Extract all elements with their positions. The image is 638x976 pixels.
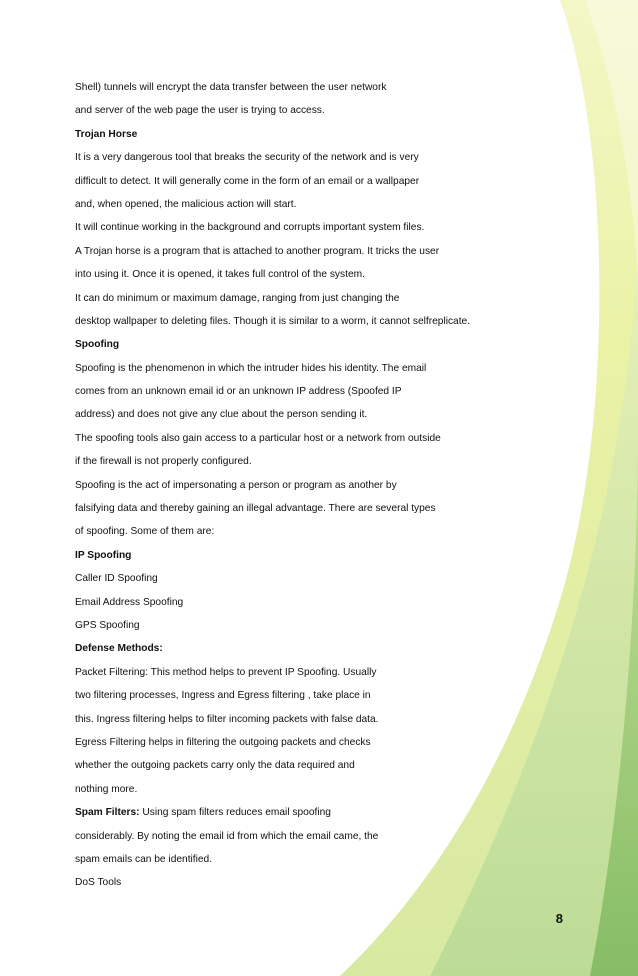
text-line-29: Egress Filtering helps in filtering the outgoing packets and checks (75, 736, 371, 748)
text-line-22: Caller ID Spoofing (75, 573, 158, 585)
text-line-24: GPS Spoofing (75, 619, 140, 631)
text-line-33: considerably. By noting the email id from which the email came, the (75, 830, 379, 842)
text-line-4: It is a very dangerous tool that breaks the security of the network and is very (75, 152, 419, 164)
document-body (75, 76, 515, 895)
text-line-17: if the firewall is not properly configured. (75, 456, 252, 468)
text-line-20: of spoofing. Some of them are: (75, 526, 215, 538)
text-line-30: whether the outgoing packets carry only the data required and (75, 760, 355, 772)
heading-trojan-horse: Trojan Horse (75, 128, 138, 140)
text-line-5: difficult to detect. It will generally come in the form of an email or a wallpaper (75, 175, 420, 187)
heading-spam-filters: Spam Filters: (75, 807, 140, 819)
text-line-23: Email Address Spoofing (75, 596, 184, 608)
heading-defense-methods: Defense Methods: (75, 643, 163, 655)
text-line-14: comes from an unknown email id or an unknown IP address (Spoofed IP (75, 386, 402, 398)
text-line-11: desktop wallpaper to deleting files. Though it is similar to a worm, it cannot selfreplicate. (75, 315, 471, 327)
text-line-28: this. Ingress filtering helps to filter incoming packets with false data. (75, 713, 379, 725)
text-line-16: The spoofing tools also gain access to a particular host or a network from outside (75, 432, 441, 444)
spam-filters-text: Using spam filters reduces email spoofing (139, 807, 331, 819)
heading-spoofing: Spoofing (75, 339, 120, 351)
text-line-31: nothing more. (75, 783, 138, 795)
text-line-18: Spoofing is the act of impersonating a person or program as another by (75, 479, 397, 491)
text-line-1: Shell) tunnels will encrypt the data transfer between the user network (75, 82, 387, 93)
text-line-9: into using it. Once it is opened, it takes full control of the system. (75, 269, 365, 281)
text-line-35: DoS Tools (75, 877, 122, 889)
page-number: 8 (555, 911, 563, 926)
heading-ip-spoofing: IP Spoofing (75, 549, 132, 561)
text-line-15: address) and does not give any clue about the person sending it. (75, 409, 368, 421)
text-line-2: and server of the web page the user is trying to access. (75, 105, 325, 117)
text-line-8: A Trojan horse is a program that is attached to another program. It tricks the user (75, 245, 440, 257)
text-line-10: It can do minimum or maximum damage, ranging from just changing the (75, 292, 400, 304)
text-line-6: and, when opened, the malicious action will start. (75, 198, 297, 210)
spam-filters-line (75, 801, 515, 824)
text-line-27: two filtering processes, Ingress and Egress filtering , take place in (75, 690, 371, 702)
text-line-7: It will continue working in the background and corrupts important system files. (75, 222, 425, 234)
text-line-34: spam emails can be identified. (75, 853, 213, 865)
text-line-19: falsifying data and thereby gaining an illegal advantage. There are several types (75, 503, 436, 515)
text-line-13: Spoofing is the phenomenon in which the intruder hides his identity. The email (75, 362, 427, 374)
text-line-26: Packet Filtering: This method helps to prevent IP Spoofing. Usually (75, 666, 377, 678)
